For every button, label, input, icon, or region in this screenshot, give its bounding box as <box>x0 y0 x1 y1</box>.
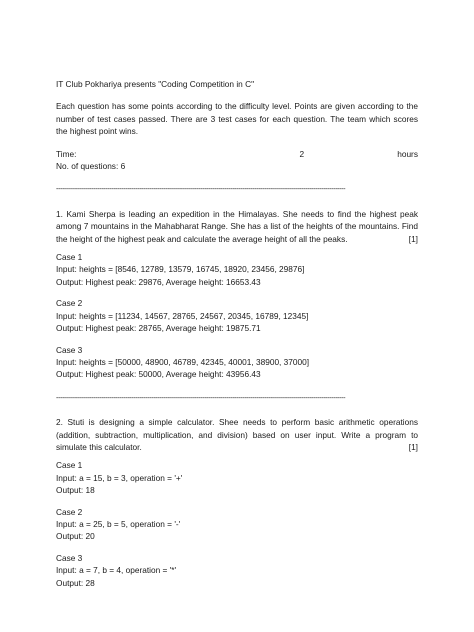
case-input: Input: a = 25, b = 5, operation = '-' <box>56 518 181 529</box>
case-output: Output: Highest peak: 50000, Average height: 43956.43 <box>56 369 261 380</box>
case-input: Input: heights = [8546, 12789, 13579, 16745, 18920, 23456, 29876] <box>56 264 305 275</box>
separator-line: -------------------------------------------------------------------------------------------------------------------------------------------------- <box>56 186 346 194</box>
case-output: Output: Highest peak: 28765, Average height: 19875.71 <box>56 323 261 334</box>
question-2-text: 2. Stuti is designing a simple calculator. Shee needs to perform basic arithmetic operations (addition, subtraction, multiplication, and division) based on user input. Write a program to simulate this calculator. <box>56 417 418 452</box>
time-row <box>56 148 418 160</box>
document-title: IT Club Pokhariya presents "Coding Competition in C" <box>56 79 255 89</box>
time-unit: hours <box>397 148 418 159</box>
case-output: Output: 28 <box>56 577 95 588</box>
case-input: Input: a = 7, b = 4, operation = '*' <box>56 565 177 576</box>
question-1 <box>56 208 418 381</box>
intro-paragraph: Each question has some points according to the difficulty level. Points are given according to the number of test cases passed. There are 3 test cases for each question. The team which scores the highest point wins. <box>56 101 418 137</box>
case-label: Case 1 <box>56 252 83 263</box>
case-input: Input: a = 15, b = 3, operation = '+' <box>56 472 183 483</box>
case-label: Case 3 <box>56 344 83 355</box>
case-label: Case 1 <box>56 460 83 471</box>
question-1-text: 1. Kami Sherpa is leading an expedition in the Himalayas. She needs to find the highest peak among 7 mountains in the Mahabharat Range. She has a list of the heights of the mountains. Find the height of the highest peak and calculate the average height of all the peaks. <box>56 208 418 244</box>
case-input: Input: heights = [50000, 48900, 46789, 42345, 40001, 38900, 37000] <box>56 356 310 367</box>
test-case <box>56 297 418 334</box>
case-output: Output: 20 <box>56 531 95 542</box>
question-2 <box>56 416 418 589</box>
case-label: Case 2 <box>56 506 83 517</box>
test-case <box>56 552 418 589</box>
question-count: No. of questions: 6 <box>56 161 126 172</box>
test-case <box>56 251 418 288</box>
separator-line: -------------------------------------------------------------------------------------------------------------------------------------------------- <box>56 394 346 402</box>
case-input: Input: heights = [11234, 14567, 28765, 24567, 20345, 16789, 12345] <box>56 310 309 321</box>
case-label: Case 3 <box>56 552 83 563</box>
test-case <box>56 506 418 543</box>
time-label: Time: <box>56 148 77 159</box>
question-text <box>56 416 418 453</box>
time-value: 2 <box>299 148 305 159</box>
question-text <box>56 208 418 245</box>
test-case <box>56 344 418 381</box>
question-2-marks: [1] <box>408 441 418 452</box>
test-case <box>56 459 418 496</box>
question-1-marks: [1] <box>408 233 418 244</box>
case-output: Output: Highest peak: 29876, Average height: 16653.43 <box>56 276 261 287</box>
case-output: Output: 18 <box>56 485 95 496</box>
case-label: Case 2 <box>56 298 83 309</box>
